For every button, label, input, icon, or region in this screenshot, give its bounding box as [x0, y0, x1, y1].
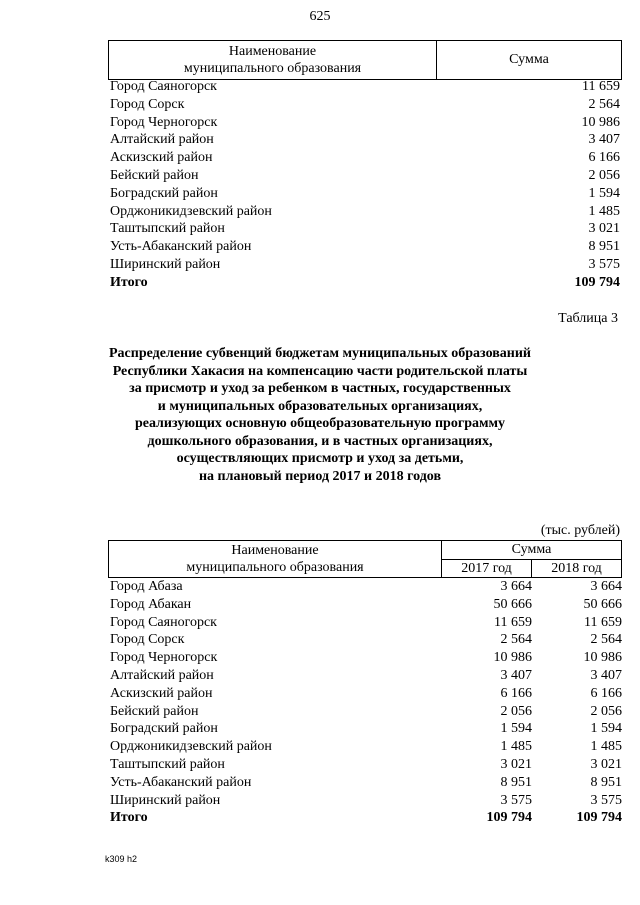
table2-header-name-line1: Наименование [231, 543, 319, 558]
row-sum: 8 951 [588, 239, 620, 255]
total-sum: 109 794 [574, 274, 620, 290]
row-name: Аскизский район [110, 150, 213, 166]
table-row [110, 703, 622, 721]
row-2018: 1 594 [590, 721, 622, 737]
table-row [110, 720, 622, 738]
table2-header-sum-title: Сумма [442, 541, 621, 560]
table2-body [110, 578, 622, 827]
row-name: Алтайский район [110, 667, 214, 683]
row-name: Боградский район [110, 721, 218, 737]
title-line: и муниципальных образовательных организациях, [157, 398, 483, 414]
table1-body [110, 78, 620, 292]
table-row [110, 631, 622, 649]
row-sum: 3 407 [588, 132, 620, 148]
row-name: Боградский район [110, 185, 218, 201]
table-row [110, 185, 620, 203]
row-name: Город Абаза [110, 579, 183, 594]
row-name: Орджоникидзевский район [110, 739, 272, 755]
table2-header-name [109, 541, 442, 577]
row-2018: 50 666 [583, 596, 622, 612]
title-line: Распределение субвенций бюджетам муниципальных образований [109, 346, 531, 361]
row-name: Город Сорск [110, 96, 185, 112]
row-name: Ширинский район [110, 792, 221, 808]
row-sum: 1 485 [588, 203, 620, 219]
footer-code: k309 h2 [105, 854, 138, 864]
units-label: (тыс. рублей) [540, 523, 620, 538]
row-name: Город Абакан [110, 596, 192, 612]
total-2017: 109 794 [486, 810, 532, 826]
row-sum: 3 021 [588, 221, 620, 237]
row-2018: 3 575 [590, 792, 622, 808]
row-name: Бейский район [110, 167, 199, 183]
header-year-2017: 2017 год [461, 561, 512, 576]
row-name: Город Черногорск [110, 114, 218, 130]
row-name: Город Черногорск [110, 650, 218, 666]
total-label: Итого [110, 274, 148, 290]
table1-header-name [109, 41, 437, 79]
table-row [110, 220, 620, 238]
row-name: Город Сорск [110, 632, 185, 648]
row-2017: 1 594 [500, 721, 532, 737]
header-year-2018: 2018 год [531, 560, 621, 578]
row-2018: 3 021 [590, 756, 622, 772]
row-2017: 6 166 [500, 685, 532, 701]
table1-header-name-line2: муниципального образования [183, 61, 362, 76]
table2-header-years [442, 560, 621, 578]
row-2017: 2 564 [500, 632, 532, 648]
table-row [110, 96, 620, 114]
row-2017: 3 664 [500, 579, 532, 594]
row-name: Бейский район [110, 703, 199, 719]
row-sum: 3 575 [588, 256, 620, 272]
title-line: за присмотр и уход за ребенком в частных, государственных [129, 381, 511, 396]
row-2017: 11 659 [494, 614, 532, 630]
table-row [110, 614, 622, 632]
row-2018: 3 664 [590, 579, 622, 594]
title-line: осуществляющих присмотр и уход за детьми, [176, 451, 464, 466]
row-sum: 11 659 [582, 79, 620, 94]
total-label: Итого [110, 810, 148, 826]
row-2018: 2 056 [590, 703, 622, 719]
row-2017: 8 951 [500, 774, 532, 790]
row-sum: 2 564 [588, 96, 620, 112]
row-2017: 50 666 [493, 596, 532, 612]
table-row [110, 792, 622, 810]
total-2018: 109 794 [576, 810, 622, 826]
row-2017: 10 986 [493, 650, 532, 666]
table-row [110, 756, 622, 774]
total-row [110, 809, 622, 827]
table1-header-name-line1: Наименование [228, 44, 317, 59]
table-row [110, 667, 622, 685]
row-2017: 3 407 [500, 667, 532, 683]
table-row [110, 596, 622, 614]
row-name: Таштыпский район [110, 756, 225, 772]
title-line: дошкольного образования, и в частных организациях, [147, 433, 493, 449]
row-sum: 10 986 [581, 114, 620, 130]
row-2017: 2 056 [500, 703, 532, 719]
table1-header [108, 40, 622, 80]
row-name: Усть-Абаканский район [110, 774, 252, 790]
row-name: Город Саяногорск [110, 79, 217, 94]
table-title [0, 345, 640, 485]
row-name: Усть-Абаканский район [110, 239, 252, 255]
table-row [110, 149, 620, 167]
row-sum: 1 594 [588, 185, 620, 201]
row-name: Алтайский район [110, 132, 214, 148]
table2-header [108, 540, 622, 578]
table-row [110, 774, 622, 792]
row-2018: 8 951 [590, 774, 622, 790]
row-name: Аскизский район [110, 685, 213, 701]
title-line: Республики Хакасия на компенсацию части родительской платы [112, 363, 528, 379]
table-row [110, 78, 620, 96]
table-caption: Таблица 3 [558, 311, 618, 326]
table-row [110, 738, 622, 756]
table-row [110, 167, 620, 185]
total-row [110, 274, 620, 292]
row-sum: 6 166 [588, 150, 620, 166]
table-row [110, 131, 620, 149]
row-2018: 10 986 [583, 650, 622, 666]
row-2017: 3 021 [500, 756, 532, 772]
table-row [110, 203, 620, 221]
row-name: Ширинский район [110, 256, 221, 272]
row-2017: 1 485 [500, 739, 532, 755]
row-2018: 2 564 [590, 632, 622, 648]
row-name: Орджоникидзевский район [110, 203, 272, 219]
table1-header-sum: Сумма [509, 52, 549, 67]
row-name: Таштыпский район [110, 221, 225, 237]
page-number: 625 [309, 9, 331, 24]
table-row [110, 685, 622, 703]
table-row [110, 238, 620, 256]
table-row [110, 578, 622, 596]
table2-header-name-line2: муниципального образования [186, 560, 364, 575]
table-row [110, 649, 622, 667]
title-line: на плановый период 2017 и 2018 годов [198, 468, 442, 484]
row-2018: 3 407 [590, 667, 622, 683]
title-line: реализующих основную общеобразовательную программу [134, 416, 506, 431]
table-row [110, 256, 620, 274]
table2-header-sum [442, 541, 621, 577]
row-2018: 1 485 [590, 739, 622, 755]
row-2018: 6 166 [590, 685, 622, 701]
table-row [110, 114, 620, 132]
row-2017: 3 575 [500, 792, 532, 808]
row-sum: 2 056 [588, 167, 620, 183]
row-2018: 11 659 [584, 614, 622, 630]
row-name: Город Саяногорск [110, 614, 217, 630]
